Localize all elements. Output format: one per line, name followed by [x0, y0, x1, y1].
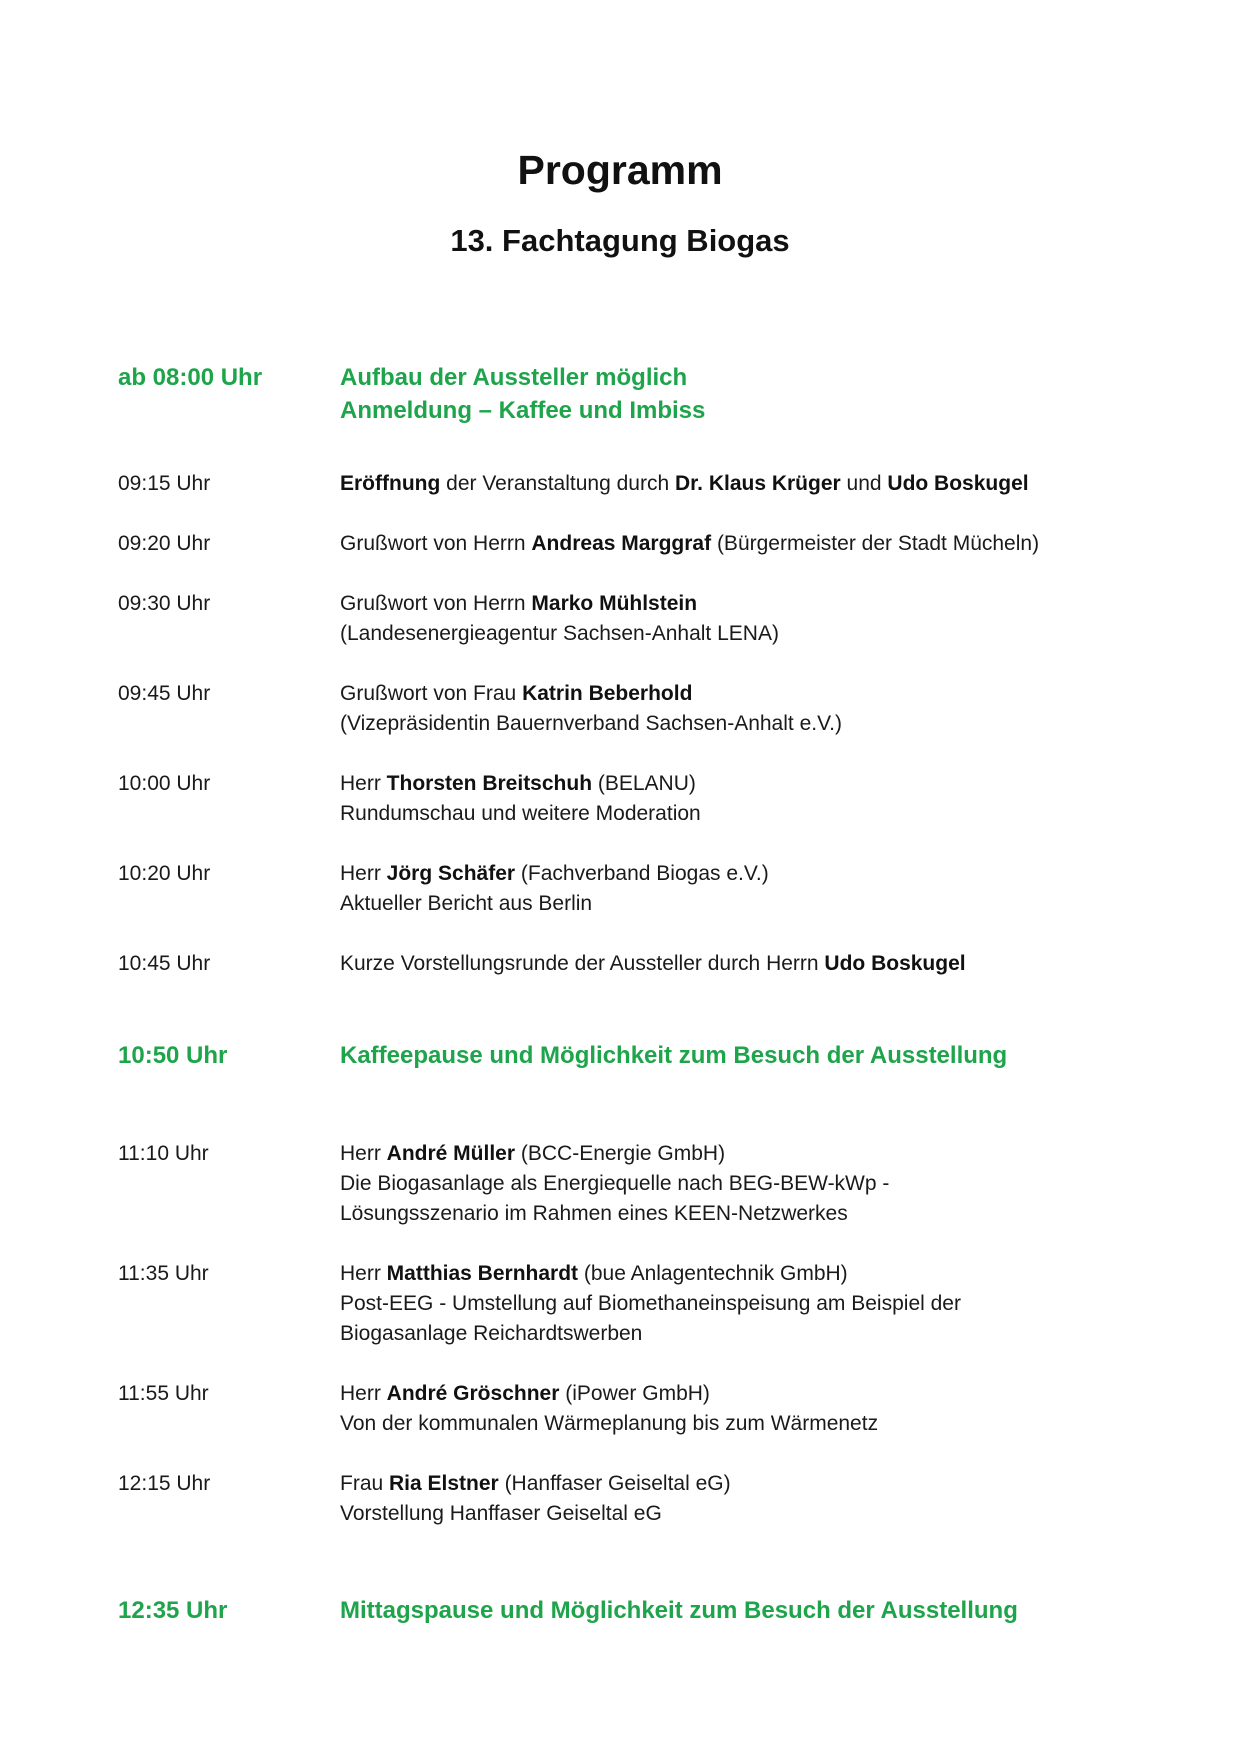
speaker-name: Matthias Bernhardt [386, 1262, 579, 1285]
schedule-line: (Vizepräsidentin Bauernverband Sachsen-Anhalt e.V.) [340, 712, 842, 735]
schedule-time: 09:15 Uhr [118, 472, 211, 495]
schedule-line: Herr Jörg Schäfer (Fachverband Biogas e.V.) [340, 862, 769, 885]
schedule-line: Herr Matthias Bernhardt (bue Anlagentechnik GmbH) [340, 1262, 848, 1285]
schedule-line: Herr André Gröschner (iPower GmbH) [340, 1382, 710, 1405]
schedule-time: 09:30 Uhr [118, 592, 211, 615]
schedule-description [340, 1039, 1220, 1072]
schedule-time: 11:55 Uhr [118, 1382, 209, 1405]
schedule-line: Frau Ria Elstner (Hanffaser Geiseltal eG) [340, 1472, 731, 1495]
speaker-name: Marko Mühlstein [531, 592, 698, 615]
speaker-name: Jörg Schäfer [386, 862, 516, 885]
schedule-line: Vorstellung Hanffaser Geiseltal eG [340, 1502, 662, 1525]
schedule-line: Grußwort von Herrn Marko Mühlstein [340, 592, 698, 615]
schedule-time: 10:00 Uhr [118, 772, 211, 795]
page-title: Programm [517, 147, 723, 193]
schedule-description [340, 529, 1220, 559]
schedule-line: Die Biogasanlage als Energiequelle nach BEG-BEW-kWp - [340, 1172, 890, 1195]
schedule-line: Post-EEG - Umstellung auf Biomethaneinspeisung am Beispiel der [340, 1292, 961, 1315]
schedule-line: Aktueller Bericht aus Berlin [340, 892, 593, 915]
schedule-description [340, 679, 1220, 739]
schedule-line: Herr Thorsten Breitschuh (BELANU) [340, 772, 696, 795]
schedule-time: 10:20 Uhr [118, 862, 211, 885]
schedule-line: Eröffnung der Veranstaltung durch Dr. Klaus Krüger und Udo Boskugel [340, 472, 1029, 495]
schedule-line: Aufbau der Aussteller möglich [340, 364, 688, 391]
event-name: Eröffnung [340, 472, 441, 495]
speaker-name: Andreas Marggraf [531, 532, 712, 555]
schedule-line: Mittagspause und Möglichkeit zum Besuch der Ausstellung [340, 1597, 1018, 1624]
schedule-time: 12:35 Uhr [118, 1597, 228, 1624]
schedule-line: Grußwort von Frau Katrin Beberhold [340, 682, 693, 705]
speaker-name: Ria Elstner [389, 1472, 499, 1495]
schedule-description [340, 769, 1220, 829]
schedule-line: Von der kommunalen Wärmeplanung bis zum Wärmenetz [340, 1412, 879, 1435]
speaker-name: Udo Boskugel [887, 472, 1029, 495]
schedule-time: 09:20 Uhr [118, 532, 211, 555]
schedule-line: Anmeldung – Kaffee und Imbiss [340, 397, 706, 424]
schedule-description [340, 469, 1220, 499]
schedule-description [340, 859, 1220, 919]
schedule-time: 10:50 Uhr [118, 1042, 228, 1069]
schedule-line: (Landesenergieagentur Sachsen-Anhalt LENA) [340, 622, 779, 645]
speaker-name: Udo Boskugel [824, 952, 966, 975]
schedule-time: 09:45 Uhr [118, 682, 211, 705]
speaker-name: André Müller [386, 1142, 516, 1165]
schedule-line: Kaffeepause und Möglichkeit zum Besuch der Ausstellung [340, 1042, 1008, 1069]
schedule-description [340, 1379, 1220, 1439]
schedule-description [340, 1469, 1220, 1529]
speaker-name: Thorsten Breitschuh [386, 772, 593, 795]
schedule-time: ab 08:00 Uhr [118, 364, 263, 391]
schedule-time: 12:15 Uhr [118, 1472, 211, 1495]
schedule-description [340, 361, 1220, 427]
schedule-line: Grußwort von Herrn Andreas Marggraf (Bürgermeister der Stadt Mücheln) [340, 532, 1040, 555]
schedule-line: Kurze Vorstellungsrunde der Aussteller durch Herrn Udo Boskugel [340, 952, 966, 975]
schedule-time: 11:10 Uhr [118, 1142, 209, 1165]
schedule-time: 10:45 Uhr [118, 952, 211, 975]
schedule-description [340, 589, 1220, 649]
schedule-description [340, 1139, 1220, 1229]
schedule-description [340, 1259, 1220, 1349]
schedule-description [340, 949, 1220, 979]
speaker-name: André Gröschner [386, 1382, 560, 1405]
schedule-line: Rundumschau und weitere Moderation [340, 802, 701, 825]
schedule-time: 11:35 Uhr [118, 1262, 209, 1285]
schedule-line: Biogasanlage Reichardtswerben [340, 1322, 643, 1345]
speaker-name: Katrin Beberhold [522, 682, 693, 705]
speaker-name: Dr. Klaus Krüger [674, 472, 841, 495]
schedule-line: Herr André Müller (BCC-Energie GmbH) [340, 1142, 726, 1165]
schedule-description [340, 1594, 1220, 1627]
page-subtitle: 13. Fachtagung Biogas [450, 223, 790, 258]
schedule-line: Lösungsszenario im Rahmen eines KEEN-Netzwerkes [340, 1202, 848, 1225]
